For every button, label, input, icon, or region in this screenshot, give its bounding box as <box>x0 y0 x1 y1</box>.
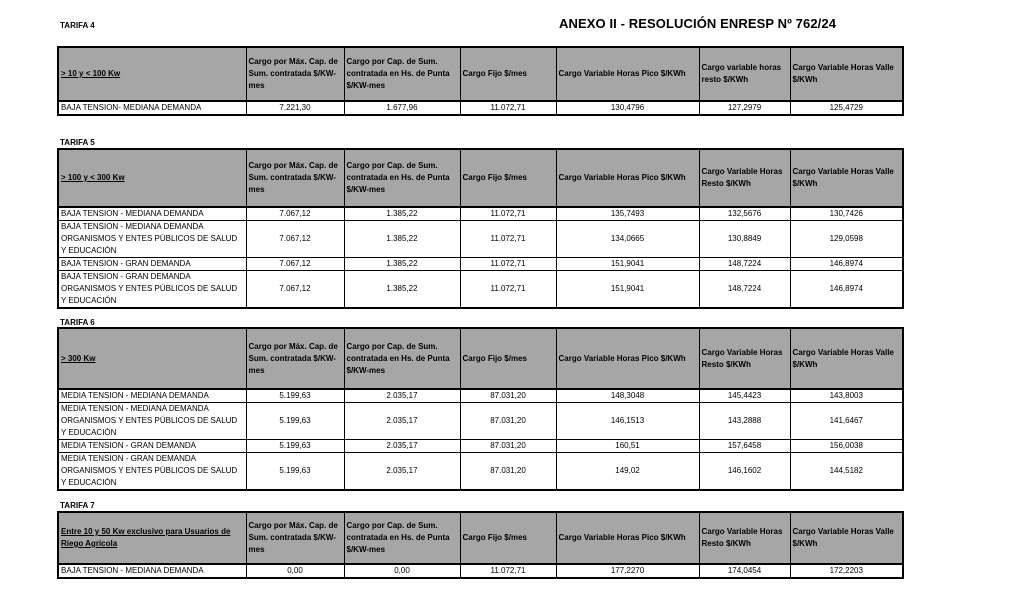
cell-max-cap-charge: 7.067,12 <box>246 271 344 309</box>
table-row <box>58 403 903 440</box>
column-header-valley-variable: Cargo Variable Horas Valle $/KWh <box>790 47 903 101</box>
column-header-max-cap-charge: Cargo por Máx. Cap. de Sum. contratada $/KW-mes <box>246 47 344 101</box>
column-header-fixed-charge: Cargo Fijo $/mes <box>460 328 556 389</box>
cell-peak-variable: 148,3048 <box>556 389 699 403</box>
tarifa-6-table <box>57 327 904 491</box>
column-header-max-cap-charge: Cargo por Máx. Cap. de Sum. contratada $/KW-mes <box>246 512 344 564</box>
cell-valley-variable: 172,2203 <box>790 564 903 578</box>
cell-fixed-charge: 11.072,71 <box>460 101 556 115</box>
column-header-rest-variable: Cargo Variable Horas Resto $/KWh <box>699 328 790 389</box>
cell-peak-cap-charge: 2.035,17 <box>344 440 460 453</box>
cell-peak-variable: 151,9041 <box>556 271 699 309</box>
row-description: BAJA TENSION - MEDIANA DEMANDA <box>58 207 246 221</box>
column-header-peak-cap-charge: Cargo por Cap. de Sum. contratada en Hs. de Punta $/KW-mes <box>344 149 460 207</box>
column-header-valley-variable: Cargo Variable Horas Valle $/KWh <box>790 512 903 564</box>
tarifa-7-table <box>57 511 904 579</box>
cell-max-cap-charge: 5.199,63 <box>246 389 344 403</box>
table-row <box>58 207 903 221</box>
row-description: MEDIA TENSION - MEDIANA DEMANDA ORGANISMOS Y ENTES PÚBLICOS DE SALUD Y EDUCACIÓN <box>58 403 246 440</box>
column-header-valley-variable: Cargo Variable Horas Valle $/KWh <box>790 328 903 389</box>
cell-rest-variable: 148,7224 <box>699 271 790 309</box>
cell-rest-variable: 148,7224 <box>699 258 790 271</box>
tarifa-4-label: TARIFA 4 <box>60 21 95 30</box>
cell-peak-variable: 160,51 <box>556 440 699 453</box>
column-header-rest-variable: Cargo Variable Horas Resto $/KWh <box>699 512 790 564</box>
range-header: > 100 y < 300 Kw <box>58 149 246 207</box>
cell-fixed-charge: 11.072,71 <box>460 258 556 271</box>
range-header: > 10 y < 100 Kw <box>58 47 246 101</box>
cell-max-cap-charge: 7.067,12 <box>246 207 344 221</box>
cell-peak-variable: 135,7493 <box>556 207 699 221</box>
cell-peak-cap-charge: 1.385,22 <box>344 207 460 221</box>
header-row <box>58 512 903 564</box>
column-header-peak-cap-charge: Cargo por Cap. de Sum. contratada en Hs. de Punta $/KW-mes <box>344 512 460 564</box>
cell-valley-variable: 146,8974 <box>790 271 903 309</box>
cell-fixed-charge: 11.072,71 <box>460 207 556 221</box>
table-row <box>58 389 903 403</box>
cell-valley-variable: 144,5182 <box>790 453 903 491</box>
row-description: BAJA TENSION - MEDIANA DEMANDA <box>58 564 246 578</box>
cell-peak-cap-charge: 1.385,22 <box>344 221 460 258</box>
cell-max-cap-charge: 5.199,63 <box>246 440 344 453</box>
cell-max-cap-charge: 5.199,63 <box>246 453 344 491</box>
cell-fixed-charge: 87.031,20 <box>460 389 556 403</box>
cell-peak-cap-charge: 1.385,22 <box>344 271 460 309</box>
column-header-max-cap-charge: Cargo por Máx. Cap. de Sum. contratada $/KW-mes <box>246 149 344 207</box>
cell-peak-variable: 177,2270 <box>556 564 699 578</box>
table-row <box>58 221 903 258</box>
column-header-fixed-charge: Cargo Fijo $/mes <box>460 512 556 564</box>
cell-rest-variable: 174,0454 <box>699 564 790 578</box>
column-header-peak-variable: Cargo Variable Horas Pico $/KWh <box>556 512 699 564</box>
tarifa-7-label: TARIFA 7 <box>60 501 95 510</box>
cell-valley-variable: 125,4729 <box>790 101 903 115</box>
cell-peak-cap-charge: 2.035,17 <box>344 389 460 403</box>
cell-fixed-charge: 87.031,20 <box>460 440 556 453</box>
cell-peak-cap-charge: 1.385,22 <box>344 258 460 271</box>
annex-title: ANEXO II - RESOLUCIÓN ENRESP Nº 762/24 <box>559 16 837 31</box>
header-row <box>58 47 903 101</box>
header-row <box>58 149 903 207</box>
cell-rest-variable: 146,1602 <box>699 453 790 491</box>
cell-fixed-charge: 87.031,20 <box>460 453 556 491</box>
tarifa-4-table <box>57 46 904 116</box>
cell-valley-variable: 146,8974 <box>790 258 903 271</box>
cell-valley-variable: 130,7426 <box>790 207 903 221</box>
cell-max-cap-charge: 7.221,30 <box>246 101 344 115</box>
column-header-peak-variable: Cargo Variable Horas Pico $/KWh <box>556 149 699 207</box>
tarifa-5-table <box>57 148 904 309</box>
row-description: MEDIA TENSION - MEDIANA DEMANDA <box>58 389 246 403</box>
row-description: BAJA TENSION - GRAN DEMANDA ORGANISMOS Y ENTES PÚBLICOS DE SALUD Y EDUCACIÓN <box>58 271 246 309</box>
cell-rest-variable: 157,6458 <box>699 440 790 453</box>
header-row <box>58 328 903 389</box>
cell-peak-variable: 149,02 <box>556 453 699 491</box>
range-header: Entre 10 y 50 Kw exclusivo para Usuarios de Riego Agrícola <box>58 512 246 564</box>
cell-peak-cap-charge: 1.677,96 <box>344 101 460 115</box>
cell-max-cap-charge: 7.067,12 <box>246 258 344 271</box>
column-header-peak-variable: Cargo Variable Horas Pico $/KWh <box>556 47 699 101</box>
column-header-peak-variable: Cargo Variable Horas Pico $/KWh <box>556 328 699 389</box>
cell-valley-variable: 156,0038 <box>790 440 903 453</box>
column-header-fixed-charge: Cargo Fijo $/mes <box>460 47 556 101</box>
row-description: MEDIA TENSION - GRAN DEMANDA <box>58 440 246 453</box>
cell-peak-cap-charge: 0,00 <box>344 564 460 578</box>
cell-peak-variable: 134,0665 <box>556 221 699 258</box>
table-row <box>58 271 903 309</box>
row-description: MEDIA TENSION - GRAN DEMANDA ORGANISMOS Y ENTES PÚBLICOS DE SALUD Y EDUCACIÓN <box>58 453 246 491</box>
column-header-max-cap-charge: Cargo por Máx. Cap. de Sum. contratada $/KW-mes <box>246 328 344 389</box>
row-description: BAJA TENSION- MEDIANA DEMANDA <box>58 101 246 115</box>
cell-peak-variable: 146,1513 <box>556 403 699 440</box>
column-header-peak-cap-charge: Cargo por Cap. de Sum. contratada en Hs. de Punta $/KW-mes <box>344 47 460 101</box>
table-row <box>58 258 903 271</box>
cell-peak-variable: 151,9041 <box>556 258 699 271</box>
cell-peak-variable: 130,4796 <box>556 101 699 115</box>
column-header-rest-variable: Cargo Variable Horas Resto $/KWh <box>699 149 790 207</box>
cell-rest-variable: 132,5676 <box>699 207 790 221</box>
cell-rest-variable: 130,8849 <box>699 221 790 258</box>
range-header: > 300 Kw <box>58 328 246 389</box>
table-row <box>58 440 903 453</box>
cell-rest-variable: 145,4423 <box>699 389 790 403</box>
tarifa-5-label: TARIFA 5 <box>60 138 95 147</box>
column-header-peak-cap-charge: Cargo por Cap. de Sum. contratada en Hs. de Punta $/KW-mes <box>344 328 460 389</box>
cell-fixed-charge: 11.072,71 <box>460 221 556 258</box>
row-description: BAJA TENSION - MEDIANA DEMANDA ORGANISMOS Y ENTES PÚBLICOS DE SALUD Y EDUCACIÓN <box>58 221 246 258</box>
cell-fixed-charge: 87.031,20 <box>460 403 556 440</box>
column-header-valley-variable: Cargo Variable Horas Valle $/KWh <box>790 149 903 207</box>
table-row <box>58 101 903 115</box>
column-header-rest-variable: Cargo variable horas resto $/KWh <box>699 47 790 101</box>
cell-peak-cap-charge: 2.035,17 <box>344 453 460 491</box>
cell-peak-cap-charge: 2.035,17 <box>344 403 460 440</box>
cell-rest-variable: 143,2888 <box>699 403 790 440</box>
cell-valley-variable: 141,6467 <box>790 403 903 440</box>
cell-valley-variable: 143,8003 <box>790 389 903 403</box>
table-row <box>58 453 903 491</box>
cell-valley-variable: 129,0598 <box>790 221 903 258</box>
cell-fixed-charge: 11.072,71 <box>460 564 556 578</box>
tarifa-6-label: TARIFA 6 <box>60 318 95 327</box>
row-description: BAJA TENSION - GRAN DEMANDA <box>58 258 246 271</box>
cell-max-cap-charge: 0,00 <box>246 564 344 578</box>
column-header-fixed-charge: Cargo Fijo $/mes <box>460 149 556 207</box>
cell-fixed-charge: 11.072,71 <box>460 271 556 309</box>
cell-max-cap-charge: 7.067,12 <box>246 221 344 258</box>
cell-rest-variable: 127,2979 <box>699 101 790 115</box>
table-row <box>58 564 903 578</box>
cell-max-cap-charge: 5.199,63 <box>246 403 344 440</box>
